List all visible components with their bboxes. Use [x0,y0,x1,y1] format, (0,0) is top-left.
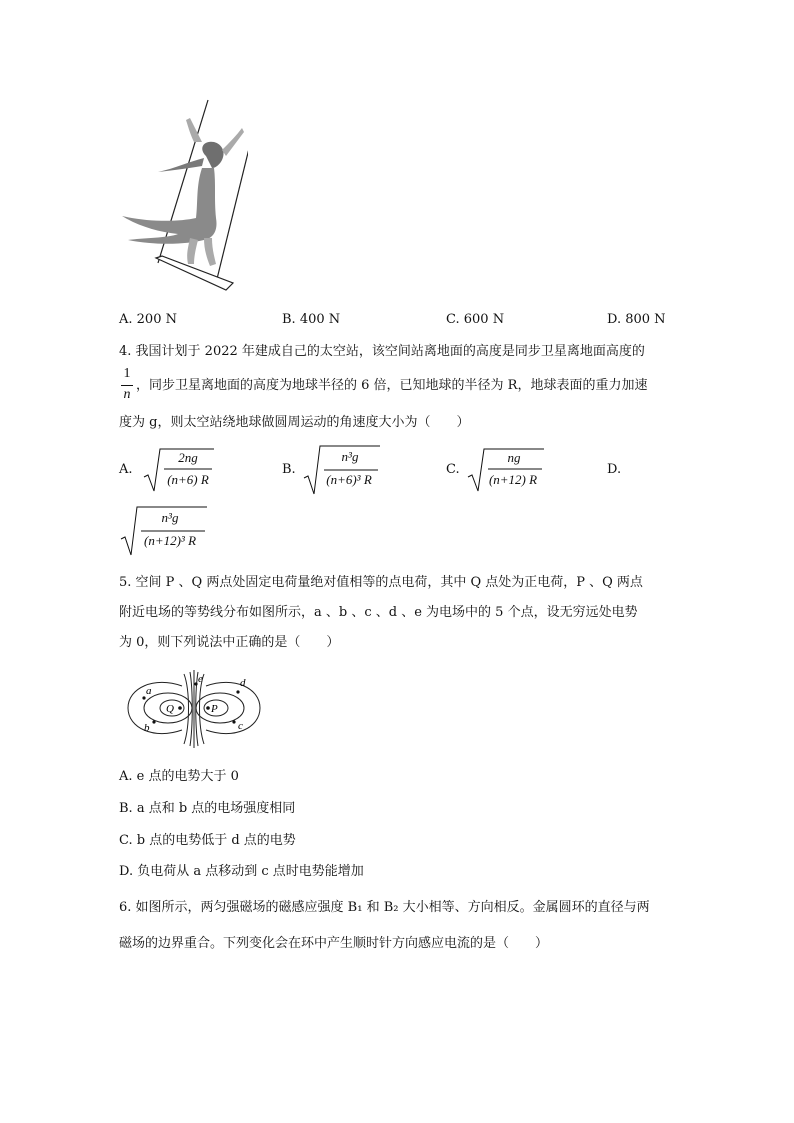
q4-option-d-label: D. [607,462,622,477]
q5-option-a: A. e 点的电势大于 0 [119,769,239,784]
q4-option-c-label: C. [446,462,460,477]
swing-figure [118,98,248,298]
fig-label-e: e [198,673,203,685]
fig-label-p: P [211,703,218,715]
q4-option-a-label: A. [119,462,133,477]
q3-option-a: A. 200 N [119,312,177,327]
q4-line-3: 度为 g，则太空站绕地球做圆周运动的角速度大小为（ ） [119,415,470,430]
fig-label-d: d [240,677,246,689]
q3-option-b: B. 400 N [282,312,341,327]
q4-option-a-denominator: (n+6) R [167,472,209,487]
q5-option-c: C. b 点的电势低于 d 点的电势 [119,833,296,848]
q4-option-c-numerator: ng [507,450,521,465]
equipotential-figure [124,670,284,750]
q4-fraction-bar [121,385,133,386]
q4-line-1: 4. 我国计划于 2022 年建成自己的太空站，该空间站离地面的高度是同步卫星离地面高度的 [119,344,645,359]
q3-option-d: D. 800 N [607,312,666,327]
fig-label-a: a [146,685,152,697]
q6-line-2: 磁场的边界重合。下列变化会在环中产生顺时针方向感应电流的是（ ） [119,936,549,951]
q4-option-d-denominator: (n+12)³ R [143,533,197,548]
q6-line-1: 6. 如图所示，两匀强磁场的磁感应强度 B₁ 和 B₂ 大小相等、方向相反。金属圆环的直径与两 [119,900,650,915]
q4-line-2: ，同步卫星离地面的高度为地球半径的 6 倍，已知地球的半径为 R，地球表面的重力加速 [136,378,648,393]
q5-line-2: 附近电场的等势线分布如图所示，a 、b 、c 、d 、e 为电场中的 5 个点，设无穷远处电势 [119,605,638,620]
q3-option-c: C. 600 N [446,312,505,327]
q4-option-b-label: B. [282,462,296,477]
q5-option-d: D. 负电荷从 a 点移动到 c 点时电势能增加 [119,864,364,879]
fig-label-q: Q [166,703,174,715]
q4-fraction-numerator: 1 [123,366,131,381]
q5-line-1: 5. 空间 P 、Q 两点处固定电荷量绝对值相等的点电荷，其中 Q 点处为正电荷，P 、Q 两点 [119,575,643,590]
q4-option-c-denominator: (n+12) R [488,472,538,487]
q4-option-b-numerator: n³g [341,449,359,464]
fig-label-c: c [238,720,243,732]
q5-option-b: B. a 点和 b 点的电场强度相同 [119,801,296,816]
fig-label-b: b [144,722,150,734]
q4-option-d-numerator: n³g [161,510,179,525]
q4-option-b-denominator: (n+6)³ R [326,472,372,487]
q4-fraction-denominator: n [123,387,131,402]
q5-line-3: 为 0，则下列说法中正确的是（ ） [119,635,340,650]
q4-option-a-numerator: 2ng [178,450,198,465]
